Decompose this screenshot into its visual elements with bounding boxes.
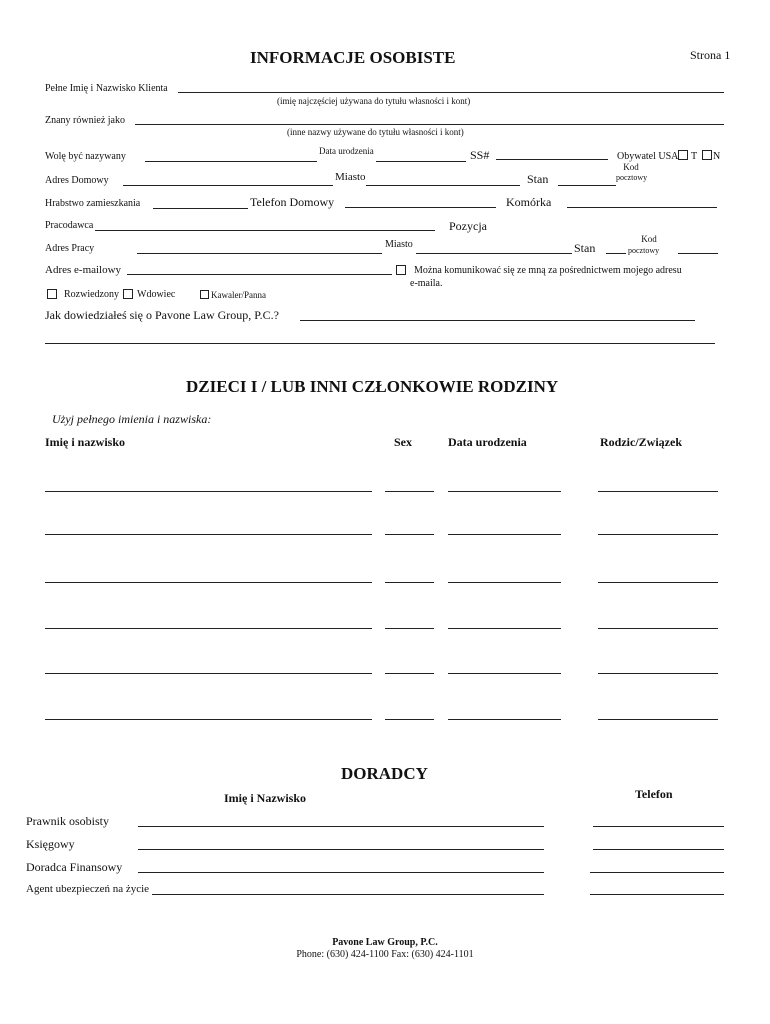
- work-state-label: Stan: [574, 241, 596, 255]
- col-dob-header: Data urodzenia: [448, 435, 527, 449]
- child-sex-field[interactable]: [385, 582, 434, 583]
- widowed-label: Wdowiec: [137, 289, 176, 300]
- advisors-col-name: Imię i Nazwisko: [224, 791, 306, 805]
- preferred-name-field[interactable]: [145, 161, 317, 162]
- home-phone-field[interactable]: [345, 207, 496, 208]
- mobile-label: Komórka: [506, 195, 552, 209]
- work-address-label: Adres Pracy: [45, 243, 95, 254]
- col-relation-header: Rodzic/Związek: [600, 435, 682, 449]
- citizen-yes-label: T: [691, 151, 698, 162]
- referral-field-line2[interactable]: [45, 343, 715, 344]
- position-label: Pozycja: [449, 219, 487, 233]
- address-field[interactable]: [123, 185, 333, 186]
- widowed-checkbox[interactable]: [123, 289, 133, 299]
- work-city-field[interactable]: [416, 253, 572, 254]
- child-name-field[interactable]: [45, 719, 372, 720]
- child-dob-field[interactable]: [448, 673, 561, 674]
- full-name-label: Pełne Imię i Nazwisko Klienta: [45, 83, 168, 94]
- city-field[interactable]: [366, 185, 520, 186]
- state-field[interactable]: [558, 185, 616, 186]
- advisor-financial-label: Doradca Finansowy: [26, 860, 123, 874]
- child-name-field[interactable]: [45, 491, 372, 492]
- employer-label: Pracodawca: [45, 220, 94, 231]
- child-relation-field[interactable]: [598, 719, 718, 720]
- child-relation-field[interactable]: [598, 491, 718, 492]
- zip-label-2: pocztowy: [616, 173, 648, 182]
- footer-contact: Phone: (630) 424-1100 Fax: (630) 424-1101: [296, 949, 474, 960]
- advisor-financial-name-field[interactable]: [138, 872, 544, 873]
- referral-label: Jak dowiedziałeś się o Pavone Law Group, P.C.?: [45, 308, 279, 322]
- col-sex-header: Sex: [394, 435, 412, 449]
- page-number: Strona 1: [690, 48, 731, 62]
- email-label: Adres e-mailowy: [45, 264, 122, 276]
- home-phone-label: Telefon Domowy: [250, 195, 335, 209]
- child-sex-field[interactable]: [385, 534, 434, 535]
- child-name-field[interactable]: [45, 628, 372, 629]
- child-relation-field[interactable]: [598, 673, 718, 674]
- page-title: INFORMACJE OSOBISTE: [250, 48, 456, 67]
- zip-label-1: Kod: [623, 162, 639, 172]
- child-sex-field[interactable]: [385, 628, 434, 629]
- advisors-section-title: DORADCY: [341, 764, 428, 783]
- child-name-field[interactable]: [45, 534, 372, 535]
- child-relation-field[interactable]: [598, 628, 718, 629]
- children-instruction: Użyj pełnego imienia i nazwiska:: [52, 412, 212, 426]
- work-city-label: Miasto: [385, 239, 413, 250]
- child-dob-field[interactable]: [448, 491, 561, 492]
- work-zip-field[interactable]: [678, 253, 718, 254]
- advisor-insurance-label: Agent ubezpieczeń na życie: [26, 883, 150, 895]
- child-sex-field[interactable]: [385, 491, 434, 492]
- child-sex-field[interactable]: [385, 673, 434, 674]
- advisor-lawyer-name-field[interactable]: [138, 826, 544, 827]
- citizen-no-checkbox[interactable]: [702, 150, 712, 160]
- city-label: Miasto: [335, 171, 366, 183]
- email-consent-checkbox[interactable]: [396, 265, 406, 275]
- col-name-header: Imię i nazwisko: [45, 435, 126, 449]
- state-label: Stan: [527, 172, 549, 186]
- citizen-yes-checkbox[interactable]: [678, 150, 688, 160]
- full-name-field[interactable]: [178, 92, 724, 93]
- email-consent-line2: e-maila.: [410, 278, 443, 289]
- child-relation-field[interactable]: [598, 582, 718, 583]
- dob-label: Data urodzenia: [319, 146, 374, 156]
- aka-field[interactable]: [135, 124, 724, 125]
- advisor-accountant-label: Księgowy: [26, 837, 75, 851]
- advisor-lawyer-phone-field[interactable]: [593, 826, 724, 827]
- advisor-accountant-phone-field[interactable]: [593, 849, 724, 850]
- advisor-lawyer-label: Prawnik osobisty: [26, 814, 110, 828]
- advisor-financial-phone-field[interactable]: [590, 872, 724, 873]
- work-state-field[interactable]: [606, 253, 626, 254]
- citizen-label: Obywatel USA: [617, 151, 679, 162]
- work-zip-label-1: Kod: [641, 234, 657, 244]
- county-field[interactable]: [153, 208, 248, 209]
- email-consent-line1: Można komunikować się ze mną za pośrednictwem mojego adresu: [414, 265, 682, 276]
- child-dob-field[interactable]: [448, 582, 561, 583]
- preferred-name-label: Wolę być nazywany: [45, 151, 126, 162]
- child-sex-field[interactable]: [385, 719, 434, 720]
- dob-field[interactable]: [376, 161, 466, 162]
- advisor-insurance-name-field[interactable]: [152, 894, 544, 895]
- divorced-checkbox[interactable]: [47, 289, 57, 299]
- citizen-no-label: N: [713, 151, 721, 162]
- county-label: Hrabstwo zamieszkania: [45, 198, 141, 209]
- employer-field[interactable]: [95, 230, 435, 231]
- child-name-field[interactable]: [45, 673, 372, 674]
- advisor-insurance-phone-field[interactable]: [590, 894, 724, 895]
- children-section-title: DZIECI I / LUB INNI CZŁONKOWIE RODZINY: [186, 377, 559, 396]
- email-field[interactable]: [127, 274, 392, 275]
- child-relation-field[interactable]: [598, 534, 718, 535]
- child-dob-field[interactable]: [448, 534, 561, 535]
- footer-firm: Pavone Law Group, P.C.: [332, 937, 438, 948]
- advisors-col-phone: Telefon: [635, 787, 673, 801]
- divorced-label: Rozwiedzony: [64, 289, 119, 300]
- full-name-hint: (imię najczęściej używana do tytułu własności i kont): [277, 96, 471, 106]
- work-address-field[interactable]: [137, 253, 382, 254]
- advisor-accountant-name-field[interactable]: [138, 849, 544, 850]
- mobile-field[interactable]: [567, 207, 717, 208]
- child-dob-field[interactable]: [448, 628, 561, 629]
- referral-field[interactable]: [300, 320, 695, 321]
- child-dob-field[interactable]: [448, 719, 561, 720]
- aka-label: Znany również jako: [45, 115, 125, 126]
- work-zip-label-2: pocztowy: [628, 246, 660, 255]
- single-label: Kawaler/Panna: [211, 290, 266, 300]
- aka-hint: (inne nazwy używane do tytułu własności i kont): [287, 127, 464, 137]
- child-name-field[interactable]: [45, 582, 372, 583]
- single-checkbox[interactable]: [200, 290, 209, 299]
- address-label: Adres Domowy: [45, 175, 109, 186]
- ssn-label: SS#: [470, 148, 490, 162]
- ssn-field[interactable]: [496, 159, 608, 160]
